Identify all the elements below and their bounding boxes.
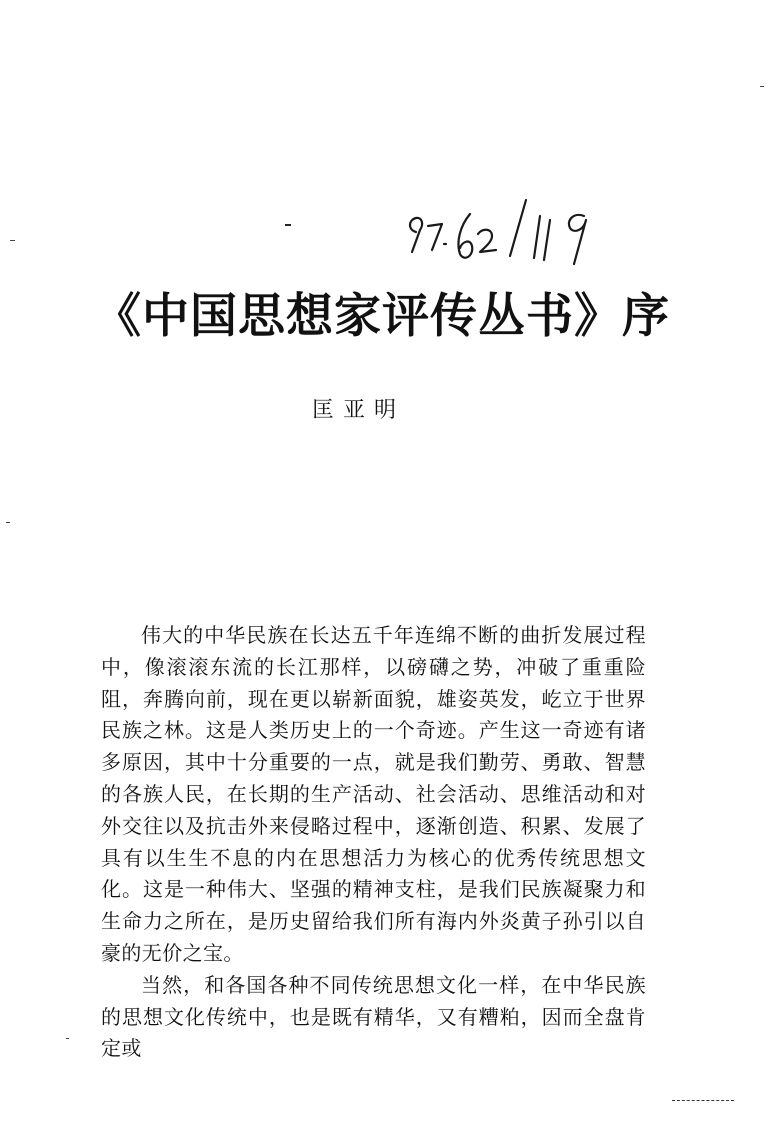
scan-mark-left-mid [6,522,10,523]
paragraph-2: 当然，和各国各种不同传统思想文化一样，在中华民族的思想文化传统中，也是既有精华，又有糟粕，因而全盘肯定或 [101,972,646,1061]
scan-mark-left-bottom [66,1038,69,1039]
handwritten-catalog-number [398,186,608,266]
scan-mark-right [760,86,764,87]
body-text [101,620,646,1065]
page-title: 《中国思想家评传丛书》序 [94,289,670,344]
author-name: 匡亚明 [312,398,406,423]
bottom-rule [672,1100,734,1102]
scan-mark-left-top [10,240,15,241]
ink-dot [285,224,291,226]
paragraph-1: 伟大的中华民族在长达五千年连绵不断的曲折发展过程中，像滚滚东流的长江那样，以磅礴之势，冲破了重重险阻，奔腾向前，现在更以崭新面貌，雄姿英发，屹立于世界民族之林。这是人类历史上的一个奇迹。产生这一奇迹有诸多原因，其中十分重要的一点，就是我们勤劳、勇敢、智慧的各族人民，在长期的生产活动、社会活动、思维活动和对外交往以及抗击外来侵略过程中，逐渐创造、积累、发展了具有以生生不息的内在思想活力为核心的优秀传统思想文化。这是一种伟大、坚强的精神支柱，是我们民族凝聚力和生命力之所在，是历史留给我们所有海内外炎黄子孙引以自豪的无价之宝。 [101,623,646,965]
